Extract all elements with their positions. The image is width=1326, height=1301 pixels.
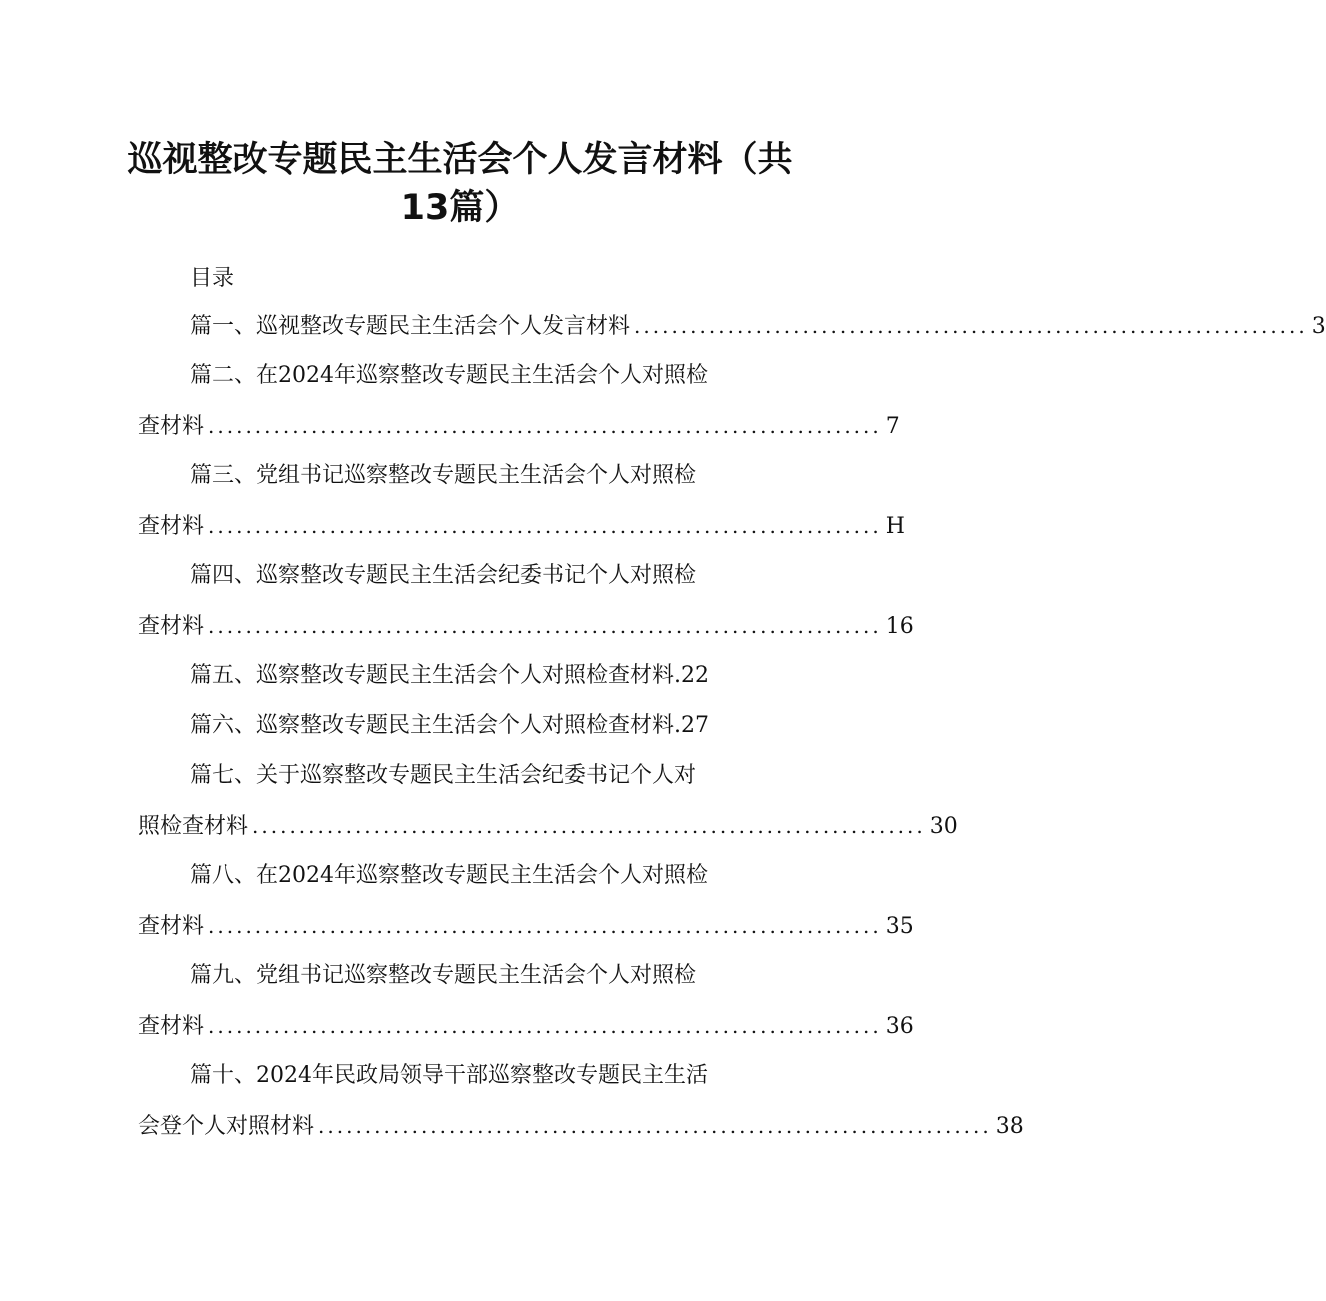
toc-entry-3-title: 篇三、党组书记巡察整改专题民主生活会个人对照检: [190, 463, 697, 488]
toc-entry-3-cont[interactable]: [138, 509, 905, 543]
toc-entry-9[interactable]: [190, 959, 696, 993]
toc-entry-9-page: 36: [885, 1014, 914, 1039]
document-title-line2: 13篇）: [400, 188, 520, 228]
toc-entry-7-cont[interactable]: [138, 809, 958, 843]
toc-entry-4-cont[interactable]: [138, 609, 914, 643]
toc-entry-9-cont[interactable]: [138, 1009, 914, 1043]
toc-entry-1-title: 篇一、巡视整改专题民主生活会个人发言材料: [190, 314, 631, 339]
toc-entry-2-cont[interactable]: [138, 409, 900, 443]
toc-entry-6-title: 篇六、巡察整改专题民主生活会个人对照检查材料.27: [190, 713, 709, 738]
toc-leader-dots: ........................................................................: [634, 314, 1308, 338]
toc-entry-8-title: 篇八、在2024年巡察整改专题民主生活会个人对照检: [190, 863, 708, 888]
toc-leader-dots: ........................................................................: [208, 1014, 882, 1038]
toc-entry-10[interactable]: [190, 1059, 708, 1093]
toc-entry-7-title: 篇七、关于巡察整改专题民主生活会纪委书记个人对: [190, 763, 697, 788]
toc-entry-5[interactable]: [190, 659, 709, 693]
toc-entry-10-title-cont: 会登个人对照材料: [138, 1114, 315, 1139]
toc-entry-3-page: H: [885, 514, 905, 539]
toc-entry-8-cont[interactable]: [138, 909, 914, 943]
toc-leader-dots: ........................................................................: [208, 614, 882, 638]
toc-entry-2-page: 7: [885, 414, 900, 439]
toc-entry-5-title: 篇五、巡察整改专题民主生活会个人对照检查材料.22: [190, 663, 709, 688]
toc-entry-10-page: 38: [995, 1114, 1024, 1139]
toc-entry-7-title-cont: 照检查材料: [138, 814, 249, 839]
toc-entry-4[interactable]: [190, 559, 696, 593]
toc-leader-dots: ........................................................................: [252, 814, 926, 838]
toc-entry-7[interactable]: [190, 759, 696, 793]
toc-leader-dots: ........................................................................: [208, 414, 882, 438]
toc-entry-1[interactable]: [190, 309, 1326, 343]
toc-entry-2-title-cont: 查材料: [138, 414, 205, 439]
toc-entry-9-title-cont: 查材料: [138, 1014, 205, 1039]
toc-entry-3[interactable]: [190, 459, 696, 493]
toc-heading: 目录: [190, 266, 235, 291]
toc-entry-9-title: 篇九、党组书记巡察整改专题民主生活会个人对照检: [190, 963, 697, 988]
toc-entry-8-page: 35: [885, 914, 914, 939]
document-title-line1: 巡视整改专题民主生活会个人发言材料（共: [127, 140, 793, 180]
toc-entry-6[interactable]: [190, 709, 709, 743]
toc-entry-4-page: 16: [885, 614, 914, 639]
toc-entry-8[interactable]: [190, 859, 708, 893]
toc-entry-4-title: 篇四、巡察整改专题民主生活会纪委书记个人对照检: [190, 563, 697, 588]
toc-entry-3-title-cont: 查材料: [138, 514, 205, 539]
toc-leader-dots: ........................................................................: [318, 1114, 992, 1138]
toc-entry-4-title-cont: 查材料: [138, 614, 205, 639]
toc-leader-dots: ........................................................................: [208, 914, 882, 938]
toc-leader-dots: ........................................................................: [208, 514, 882, 538]
toc-entry-1-page: 3: [1311, 314, 1326, 339]
toc-entry-10-title: 篇十、2024年民政局领导干部巡察整改专题民主生活: [190, 1063, 708, 1088]
toc-entry-2-title: 篇二、在2024年巡察整改专题民主生活会个人对照检: [190, 363, 708, 388]
toc-entry-7-page: 30: [929, 814, 958, 839]
toc-entry-8-title-cont: 查材料: [138, 914, 205, 939]
toc-entry-2[interactable]: [190, 359, 708, 393]
toc-entry-10-cont[interactable]: [138, 1109, 1024, 1143]
